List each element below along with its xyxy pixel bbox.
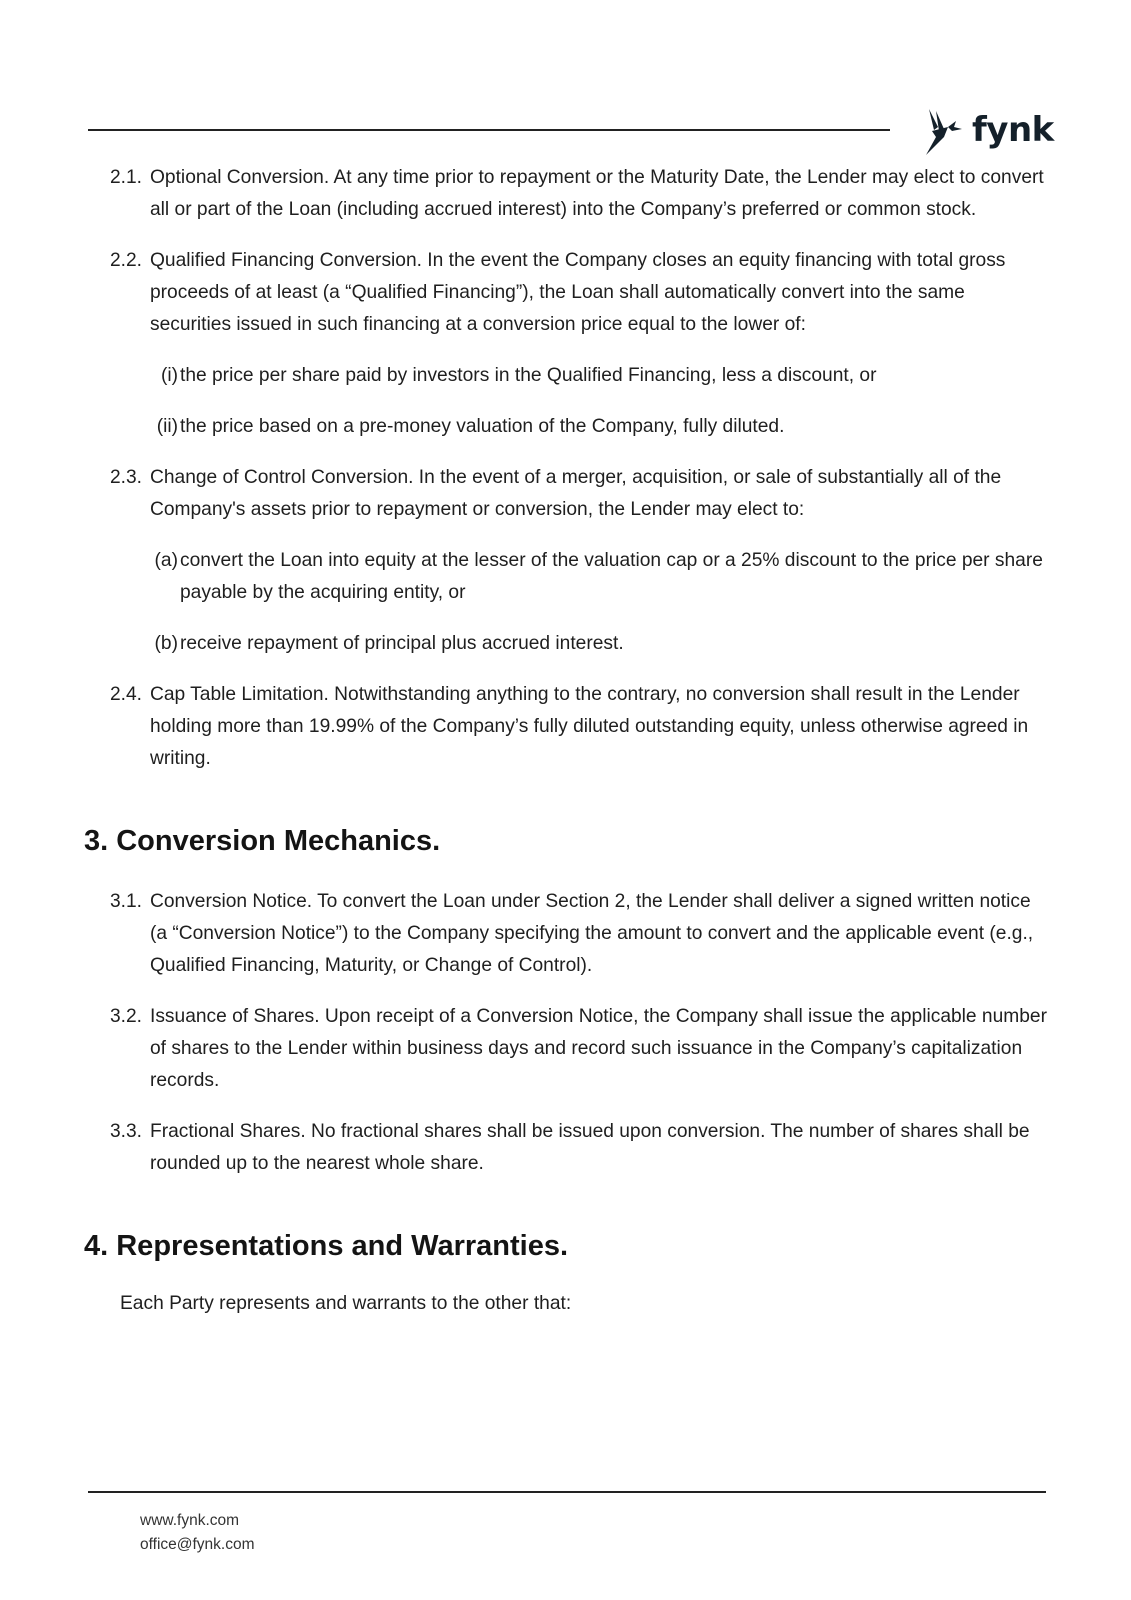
subclause-b (0, 628, 1131, 660)
subclause-text: the price based on a pre-money valuation of the Company, fully diluted. (180, 416, 785, 437)
clause-number: 3.2. (109, 1006, 142, 1027)
subclause-number: (ii) (156, 416, 178, 437)
clause-text: Qualified Financing Conversion. In the event the Company closes an equity financing with total gross proceeds of at least (a “Qualified Financing”), the Loan shall automatically convert into the same securities issued in such financing at a conversion price equal to the lower of: (150, 250, 1006, 335)
subclause-number: (i) (160, 365, 178, 386)
clause-number: 3.3. (109, 1121, 142, 1142)
clause-3-2 (0, 1001, 1131, 1097)
clause-2-3 (0, 462, 1131, 526)
subclause-number: (a) (154, 550, 178, 571)
clause-text: Optional Conversion. At any time prior to repayment or the Maturity Date, the Lender may elect to convert all or part of the Loan (including accrued interest) into the Company’s preferred or common stock. (150, 167, 1044, 220)
footer-website-link[interactable]: www.fynk.com (140, 1512, 240, 1529)
section-heading-representations-warranties: 4. Representations and Warranties. (84, 1230, 569, 1262)
footer-divider (88, 1491, 1046, 1493)
subclause-text: the price per share paid by investors in the Qualified Financing, less a discount, or (180, 365, 877, 386)
clause-3-3 (0, 1116, 1131, 1180)
clause-text: Fractional Shares. No fractional shares shall be issued upon conversion. The number of shares shall be rounded up to the nearest whole share. (150, 1121, 1030, 1174)
clause-number: 2.3. (109, 467, 142, 488)
footer-email-link[interactable]: office@fynk.com (140, 1536, 255, 1553)
brand-name: fynk (972, 110, 1054, 150)
clause-number: 2.4. (109, 684, 142, 705)
clause-3-1 (0, 886, 1131, 982)
subclause-ii (0, 411, 1131, 443)
clause-2-2 (0, 245, 1131, 341)
clause-number: 3.1. (109, 891, 142, 912)
document-body (0, 162, 1131, 1320)
header-divider (88, 129, 890, 131)
clause-text: Conversion Notice. To convert the Loan under Section 2, the Lender shall deliver a signed written notice (a “Conversion Notice”) to the Company specifying the amount to convert and the applicable event (e.g., Qualified Financing, Maturity, or Change of Control). (150, 891, 1034, 976)
clause-text: Change of Control Conversion. In the event of a merger, acquisition, or sale of substantially all of the Company's assets prior to repayment or conversion, the Lender may elect to: (150, 467, 1002, 520)
subclause-number: (b) (154, 633, 178, 654)
clause-number: 2.1. (109, 167, 142, 188)
clause-text: Cap Table Limitation. Notwithstanding anything to the contrary, no conversion shall result in the Lender holding more than 19.99% of the Company’s fully diluted outstanding equity, unless otherwise agreed in writing. (150, 684, 1029, 769)
clause-2-4 (0, 679, 1131, 775)
section-intro-text: Each Party represents and warrants to the other that: (120, 1293, 572, 1314)
subclause-text: receive repayment of principal plus accrued interest. (180, 633, 624, 654)
subclause-text: convert the Loan into equity at the lesser of the valuation cap or a 25% discount to the price per share payable by the acquiring entity, or (180, 550, 1043, 603)
section-heading-conversion-mechanics: 3. Conversion Mechanics. (84, 825, 441, 857)
clause-2-1 (0, 162, 1131, 226)
brand-logo (922, 104, 1054, 160)
subclause-i (0, 360, 1131, 392)
fynk-bird-logo-icon (922, 107, 966, 157)
subclause-a (0, 545, 1131, 609)
clause-text: Issuance of Shares. Upon receipt of a Conversion Notice, the Company shall issue the applicable number of shares to the Lender within business days and record such issuance in the Company’s capitalization records. (150, 1006, 1047, 1091)
clause-number: 2.2. (109, 250, 142, 271)
